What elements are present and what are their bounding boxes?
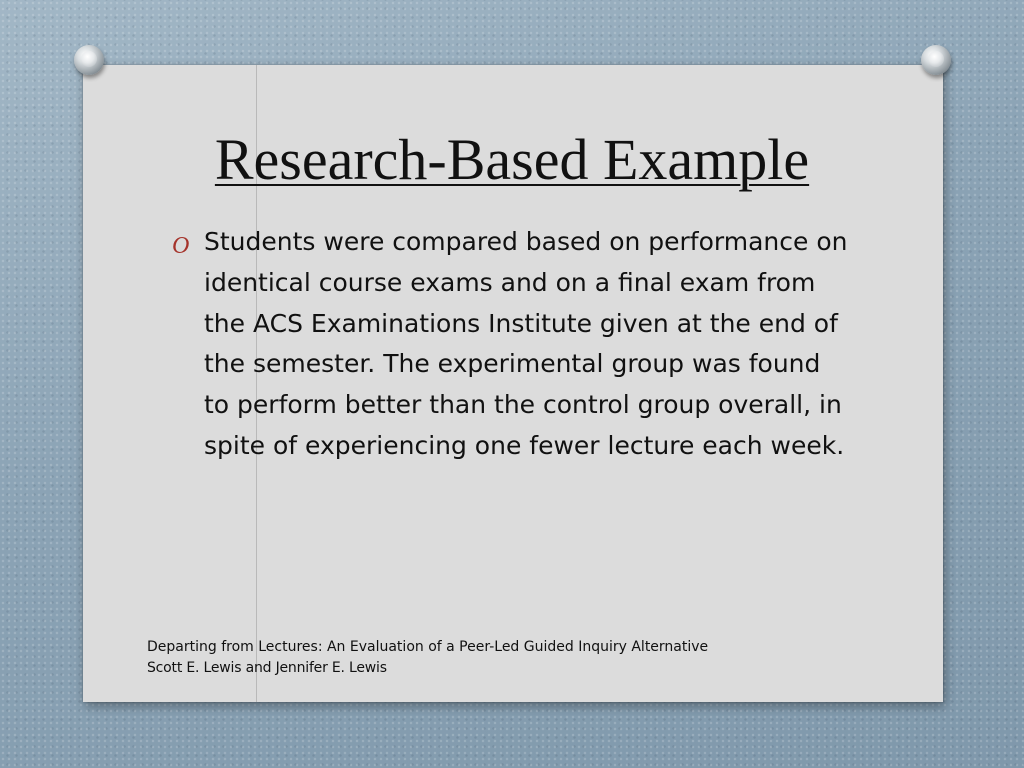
pushpin-left-icon <box>74 45 104 75</box>
bullet-icon: O <box>172 233 190 259</box>
pushpin-right-icon <box>921 45 951 75</box>
citation <box>147 637 708 679</box>
slide-title-text: Research-Based Example <box>214 127 810 192</box>
bullet-item <box>172 222 852 467</box>
bullet-text: Students were compared based on performance on identical course exams and on a final exam from the ACS Examinations Institute given at the end of the semester. The experimental group was found to perform better than the control group overall, in spite of experiencing one fewer lecture each week. <box>204 227 848 460</box>
citation-title: Departing from Lectures: An Evaluation of a Peer-Led Guided Inquiry Alternative <box>147 639 709 655</box>
citation-authors: Scott E. Lewis and Jennifer E. Lewis <box>147 660 387 676</box>
slide-title <box>0 126 1024 194</box>
